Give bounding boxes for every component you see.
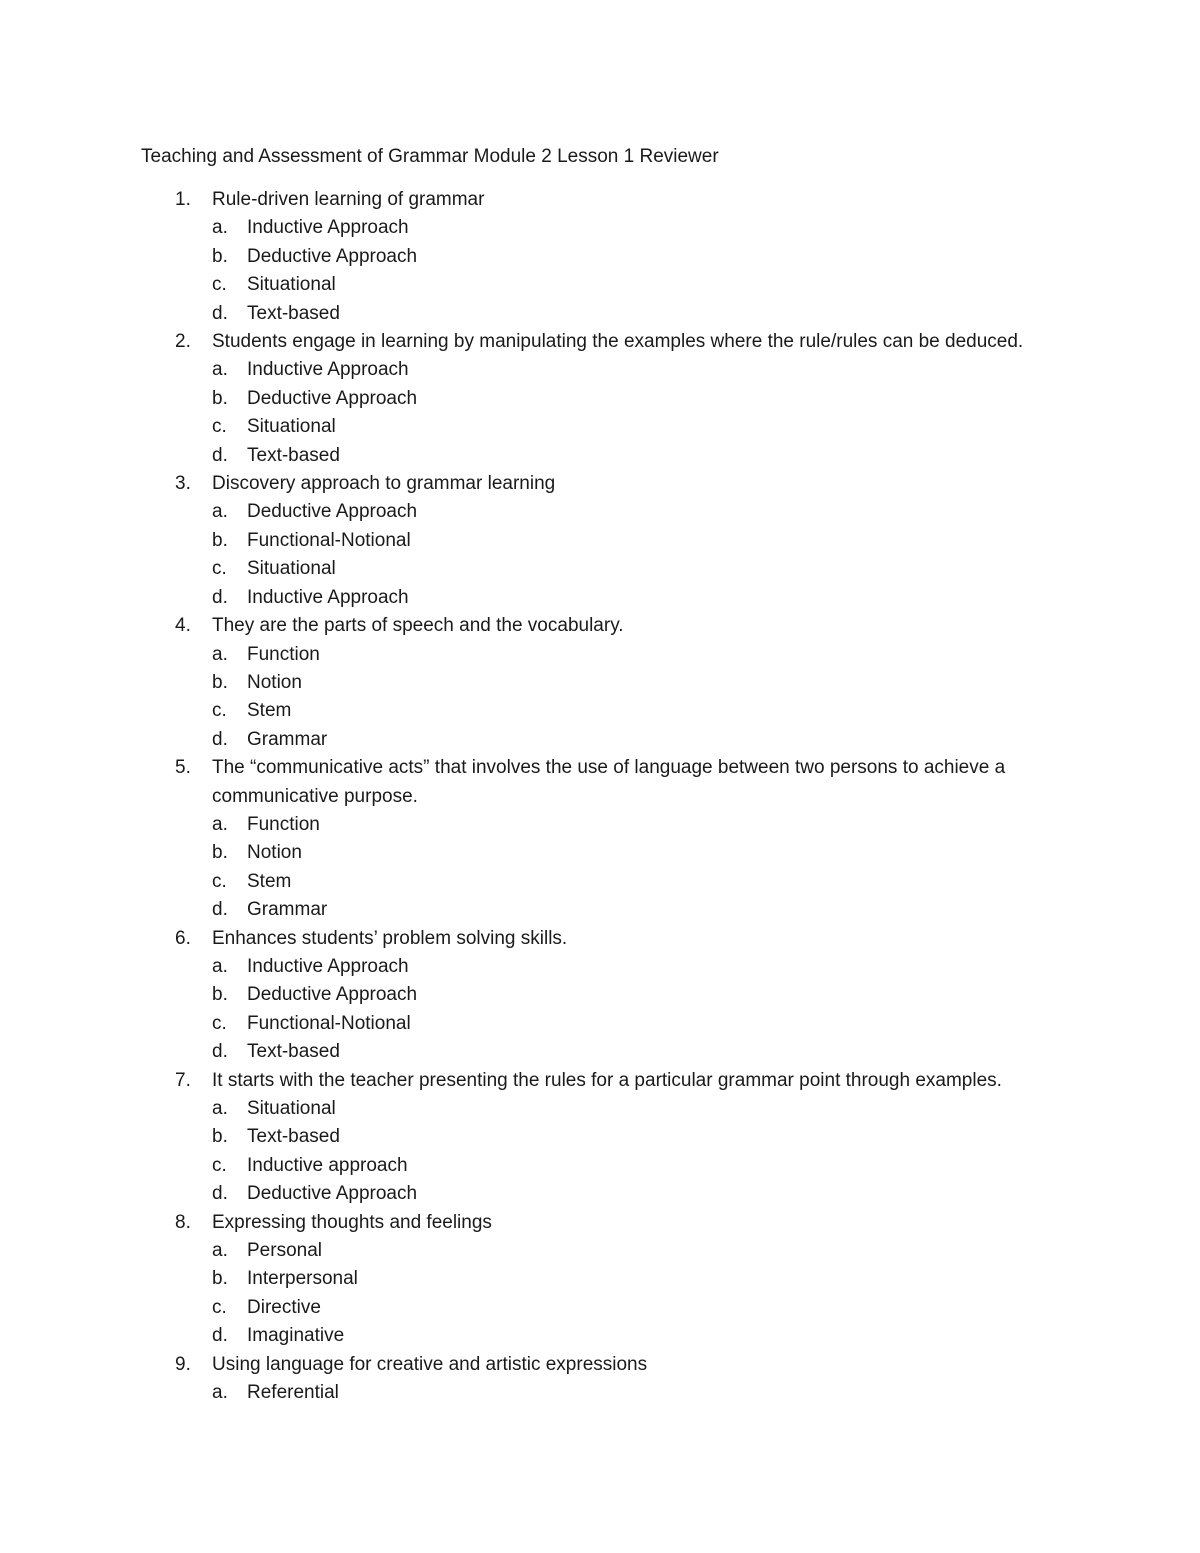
answer-option [0,271,1200,299]
option-letter: c. [212,1012,227,1034]
option-list [0,356,1200,470]
answer-option [0,527,1200,555]
option-letter: d. [212,899,228,921]
option-letter: c. [212,274,227,296]
question-number: 3. [175,473,191,495]
question-stem [0,754,1200,811]
option-letter: d. [212,586,228,608]
answer-option [0,1322,1200,1350]
question-item [0,612,1200,754]
answer-option [0,1123,1200,1151]
option-text: Interpersonal [247,1268,358,1290]
answer-option [0,811,1200,839]
question-text: It starts with the teacher presenting the rules for a particular grammar point through examples. [212,1069,1002,1091]
answer-option [0,697,1200,725]
question-text: They are the parts of speech and the vocabulary. [212,615,624,637]
option-letter: a. [212,643,228,665]
option-text: Inductive Approach [247,359,409,381]
answer-option [0,584,1200,612]
option-text: Text-based [247,302,340,324]
option-text: Notion [247,671,302,693]
option-text: Deductive Approach [247,984,418,1006]
option-letter: b. [212,387,228,409]
option-text: Imaginative [247,1325,345,1347]
option-text: Functional-Notional [247,1012,411,1034]
question-stem [0,1209,1200,1237]
option-text: Functional-Notional [247,529,411,551]
option-letter: b. [212,671,228,693]
option-letter: a. [212,359,228,381]
option-list [0,811,1200,925]
option-letter: b. [212,842,228,864]
answer-option [0,413,1200,441]
option-text: Grammar [247,899,328,921]
answer-option [0,356,1200,384]
option-text: Deductive Approach [247,501,418,523]
option-list [0,1095,1200,1209]
option-text: Inductive approach [247,1154,408,1176]
option-text: Situational [247,274,336,296]
option-letter: b. [212,984,228,1006]
answer-option [0,555,1200,583]
option-letter: d. [212,1041,228,1063]
answer-option [0,726,1200,754]
question-item [0,1209,1200,1351]
answer-option [0,839,1200,867]
question-stem [0,1351,1200,1379]
option-text: Personal [247,1240,322,1262]
question-item [0,754,1200,924]
option-text: Directive [247,1296,321,1318]
answer-option [0,1010,1200,1038]
option-text: Function [247,643,320,665]
option-letter: a. [212,1240,228,1262]
option-letter: c. [212,870,227,892]
question-stem [0,328,1200,356]
option-letter: c. [212,1154,227,1176]
answer-option [0,981,1200,1009]
option-text: Referential [247,1382,339,1404]
question-number: 4. [175,615,191,637]
question-text: Students engage in learning by manipulating the examples where the rule/rules can be deduced. [212,331,1024,353]
question-stem [0,925,1200,953]
question-item [0,1067,1200,1209]
answer-option [0,243,1200,271]
option-letter: a. [212,1382,228,1404]
option-letter: d. [212,1325,228,1347]
option-list [0,1379,1200,1407]
question-number: 6. [175,927,191,949]
question-stem [0,186,1200,214]
answer-option [0,669,1200,697]
option-text: Stem [247,700,292,722]
option-list [0,1237,1200,1351]
answer-option [0,1038,1200,1066]
question-text: Discovery approach to grammar learning [212,473,556,495]
question-text: Rule-driven learning of grammar [212,189,485,210]
answer-option [0,214,1200,242]
option-text: Situational [247,1098,336,1119]
answer-option [0,385,1200,413]
option-list [0,214,1200,328]
option-letter: d. [212,728,228,750]
option-letter: a. [212,955,228,977]
option-letter: a. [212,501,228,523]
question-stem [0,612,1200,640]
option-text: Function [247,813,320,835]
question-item [0,186,1200,328]
question-number: 9. [175,1353,191,1375]
question-text: Expressing thoughts and feelings [212,1211,492,1233]
option-text: Notion [247,842,302,864]
answer-option [0,1379,1200,1407]
option-letter: b. [212,1268,228,1290]
answer-option [0,953,1200,981]
answer-option [0,1265,1200,1293]
option-letter: d. [212,444,228,466]
answer-option [0,1237,1200,1265]
answer-option [0,1095,1200,1123]
option-letter: b. [212,245,228,267]
option-text: Text-based [247,1126,340,1148]
question-stem [0,1067,1200,1095]
option-list [0,953,1200,1067]
document-title: Teaching and Assessment of Grammar Module 2 Lesson 1 Reviewer [141,146,719,167]
question-number: 1. [175,189,191,210]
answer-option [0,641,1200,669]
option-letter: c. [212,416,227,438]
question-text: Using language for creative and artistic expressions [212,1353,648,1375]
option-letter: d. [212,1183,228,1205]
option-text: Situational [247,416,336,438]
question-number: 8. [175,1211,191,1233]
option-letter: c. [212,1296,227,1318]
question-number: 7. [175,1069,191,1091]
option-text: Situational [247,558,336,580]
question-item [0,470,1200,612]
option-text: Inductive Approach [247,586,409,608]
question-list [0,186,1200,1407]
answer-option [0,300,1200,328]
question-item [0,328,1200,470]
option-text: Inductive Approach [247,217,409,239]
answer-option [0,442,1200,470]
question-number: 5. [175,757,191,779]
answer-option [0,868,1200,896]
question-text: Enhances students’ problem solving skills. [212,927,568,949]
option-letter: b. [212,1126,228,1148]
option-text: Deductive Approach [247,245,418,267]
option-letter: c. [212,700,227,722]
option-letter: d. [212,302,228,324]
answer-option [0,1152,1200,1180]
answer-option [0,498,1200,526]
question-text: The “communicative acts” that involves the use of language between two persons to achieve a communicative purpose. [212,757,1006,807]
answer-option [0,1294,1200,1322]
option-text: Text-based [247,444,340,466]
question-item [0,1351,1200,1408]
option-letter: b. [212,529,228,551]
answer-option [0,896,1200,924]
question-item [0,925,1200,1067]
option-text: Text-based [247,1041,340,1063]
option-letter: a. [212,813,228,835]
question-stem [0,470,1200,498]
option-list [0,641,1200,755]
option-text: Inductive Approach [247,955,409,977]
option-list [0,498,1200,612]
option-letter: a. [212,217,228,239]
option-letter: a. [212,1098,228,1119]
option-text: Stem [247,870,292,892]
option-text: Deductive Approach [247,387,418,409]
option-letter: c. [212,558,227,580]
answer-option [0,1180,1200,1208]
option-text: Deductive Approach [247,1183,418,1205]
question-number: 2. [175,331,191,353]
option-text: Grammar [247,728,328,750]
